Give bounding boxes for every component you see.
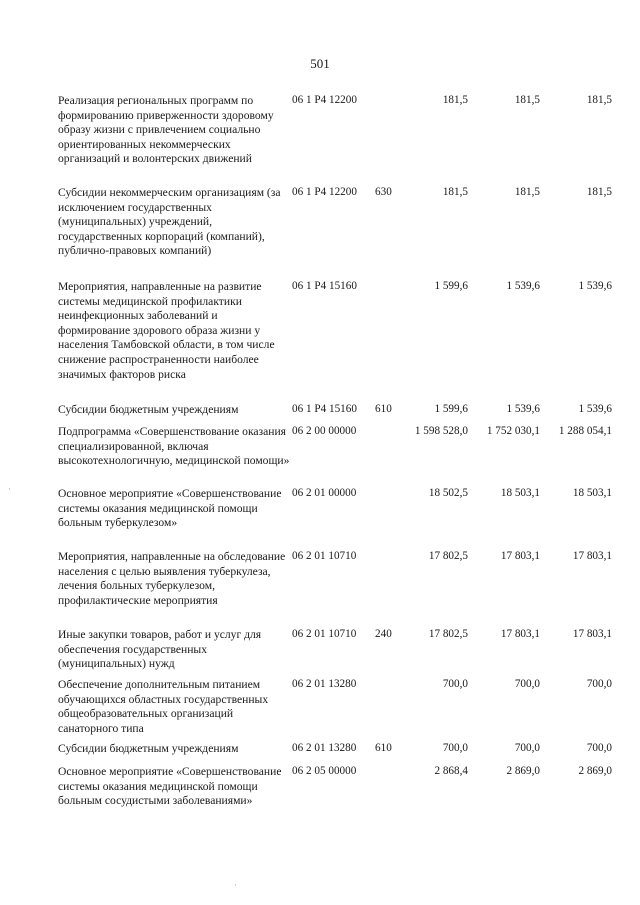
- row-name: Субсидии некоммерческим организациям (за исключением государственных (муниципальных) учреждений, государственных корпораций (компаний), публично-правовых компаний): [58, 186, 281, 258]
- row-value-3: 18 503,1: [572, 487, 612, 499]
- row-value-1: 700,0: [442, 678, 468, 690]
- row-value-1: 181,5: [442, 186, 468, 198]
- row-code: 06 2 01 10710: [292, 550, 357, 562]
- row-name: Мероприятия, направленные на развитие системы медицинской профилактики неинфекционных заболеваний и формирование здорового образа жизни у населения Тамбовской области, в том числе снижение распространенности наиболее значимых факторов риска: [58, 280, 275, 381]
- row-value-3: 2 869,0: [578, 765, 612, 777]
- row-value-1: 17 802,5: [428, 628, 468, 640]
- row-value-2: 1 539,6: [506, 403, 540, 415]
- row-value-3: 1 539,6: [578, 403, 612, 415]
- row-value-2: 700,0: [514, 742, 540, 754]
- row-value-1: 17 802,5: [428, 550, 468, 562]
- row-value-1: 1 598 528,0: [414, 425, 468, 437]
- row-value-2: 181,5: [514, 186, 540, 198]
- row-value-3: 700,0: [586, 678, 612, 690]
- row-value-3: 181,5: [586, 94, 612, 106]
- row-vr: 610: [375, 403, 392, 415]
- row-vr: 630: [375, 186, 392, 198]
- row-name: Реализация региональных программ по формированию приверженности здоровому образу жизни с привлечением социально ориентированных некоммерческих организаций и волонтерских движений: [58, 94, 274, 166]
- row-name: Основное мероприятие «Совершенствование системы оказания медицинской помощи больным туберкулезом»: [58, 487, 282, 530]
- row-value-2: 181,5: [514, 94, 540, 106]
- row-code: 06 2 05 00000: [292, 765, 357, 777]
- row-value-3: 181,5: [586, 186, 612, 198]
- row-name: Субсидии бюджетным учреждениям: [58, 403, 239, 416]
- row-vr: 240: [375, 628, 392, 640]
- row-name: Основное мероприятие «Совершенствование системы оказания медицинской помощи больным сосудистыми заболеваниями»: [58, 765, 282, 808]
- page-number: 501: [310, 56, 330, 71]
- row-value-2: 17 803,1: [500, 550, 540, 562]
- row-name: Мероприятия, направленные на обследование населения с целью выявления туберкулеза, лечения больных туберкулезом, профилактические мероприятия: [58, 550, 286, 607]
- row-value-2: 1 752 030,1: [486, 425, 540, 437]
- row-code: 06 1 P4 12200: [292, 186, 357, 198]
- row-code: 06 2 01 00000: [292, 487, 357, 499]
- row-value-3: 700,0: [586, 742, 612, 754]
- scan-speck: ·: [234, 880, 237, 890]
- row-code: 06 1 P4 12200: [292, 94, 357, 106]
- row-name: Подпрограмма «Совершенствование оказания специализированной, включая высокотехнологичную, медицинской помощи»: [58, 425, 290, 468]
- row-value-2: 2 869,0: [506, 765, 540, 777]
- row-name: Иные закупки товаров, работ и услуг для обеспечения государственных (муниципальных) нужд: [58, 628, 262, 671]
- row-value-1: 2 868,4: [434, 765, 468, 777]
- row-value-1: 700,0: [442, 742, 468, 754]
- row-name: Субсидии бюджетным учреждениям: [58, 742, 239, 755]
- row-value-1: 1 599,6: [434, 403, 468, 415]
- row-code: 06 2 01 13280: [292, 678, 357, 690]
- row-value-3: 1 288 054,1: [558, 425, 612, 437]
- scan-speck: ·: [8, 484, 11, 494]
- row-value-3: 17 803,1: [572, 550, 612, 562]
- row-value-2: 700,0: [514, 678, 540, 690]
- row-vr: 610: [375, 742, 392, 754]
- row-value-3: 17 803,1: [572, 628, 612, 640]
- row-value-2: 17 803,1: [500, 628, 540, 640]
- row-value-2: 18 503,1: [500, 487, 540, 499]
- row-code: 06 2 01 13280: [292, 742, 357, 754]
- row-code: 06 1 P4 15160: [292, 403, 357, 415]
- row-name: Обеспечение дополнительным питанием обучающихся областных государственных общеобразовательных организаций санаторного типа: [58, 678, 269, 735]
- row-code: 06 2 00 00000: [292, 425, 357, 437]
- row-value-2: 1 539,6: [506, 280, 540, 292]
- row-value-1: 181,5: [442, 94, 468, 106]
- row-code: 06 1 P4 15160: [292, 280, 357, 292]
- row-value-1: 18 502,5: [428, 487, 468, 499]
- row-code: 06 2 01 10710: [292, 628, 357, 640]
- row-value-1: 1 599,6: [434, 280, 468, 292]
- row-value-3: 1 539,6: [578, 280, 612, 292]
